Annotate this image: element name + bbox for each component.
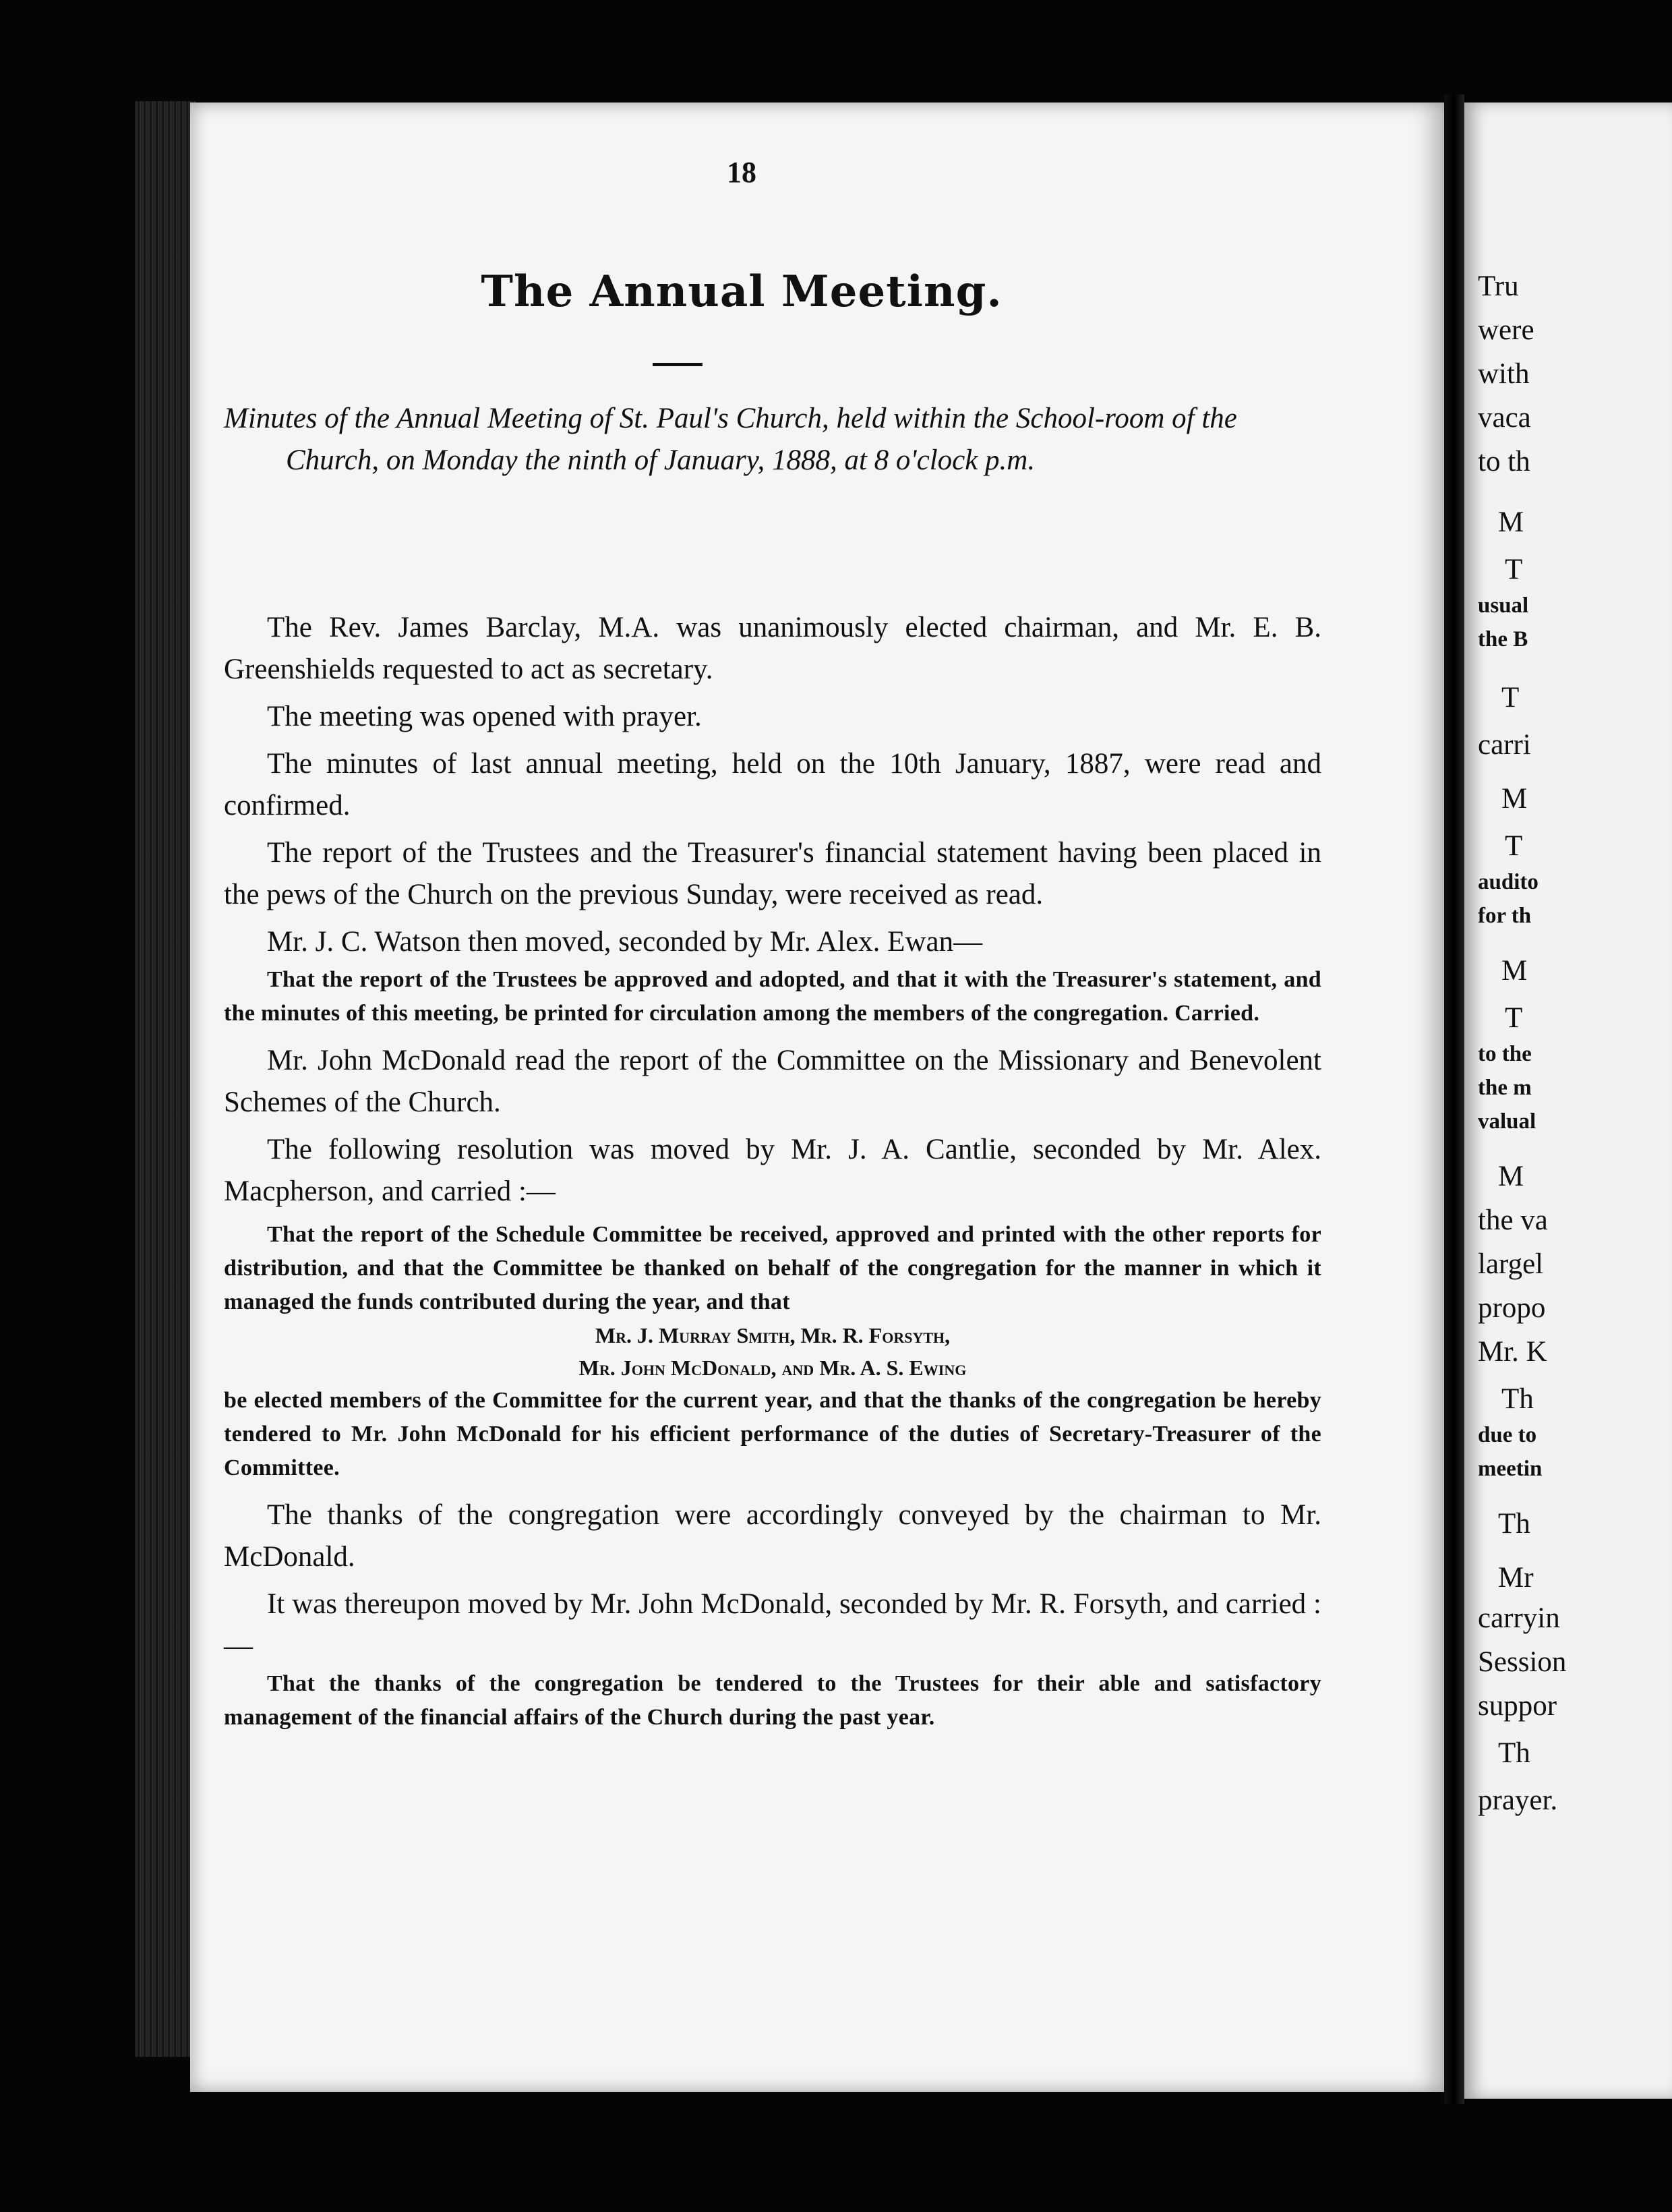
title-divider xyxy=(653,363,703,366)
right-page-fragment: usual xyxy=(1478,593,1529,618)
committee-names-line-2: Mr. John McDonald, and Mr. A. S. Ewing xyxy=(578,1356,967,1380)
committee-names-line-1: Mr. J. Murray Smith, Mr. R. Forsyth, xyxy=(595,1323,951,1347)
right-page-fragment: the B xyxy=(1478,627,1528,651)
right-page-fragment: T xyxy=(1505,1002,1523,1034)
right-page-fragment: M xyxy=(1501,955,1528,987)
paragraph-watson: Mr. J. C. Watson then moved, seconded by Mr. Alex. Ewan— xyxy=(267,926,983,958)
paragraph-minutes: The minutes of last annual meeting, held on the 10th January, 1887, were read and confirmed. xyxy=(224,748,1321,821)
right-page-fragment: M xyxy=(1498,506,1524,538)
right-page-fragment: Th xyxy=(1498,1737,1530,1769)
paragraph-chairman: The Rev. James Barclay, M.A. was unanimously elected chairman, and Mr. E. B. Greenshields requested to act as secretary. xyxy=(224,612,1321,685)
right-page-fragment: M xyxy=(1498,1161,1524,1192)
resolution-trustees-report: That the report of the Trustees be approved and adopted, and that it with the Treasurer's statement, and the minutes of this meeting, be printed for circulation among the members of the congregation. Carried. xyxy=(224,967,1321,1026)
right-page-fragment: the m xyxy=(1478,1076,1532,1100)
right-page-fragment: carri xyxy=(1478,729,1531,761)
page-number: 18 xyxy=(727,156,756,189)
paragraph-report: The report of the Trustees and the Treasurer's financial statement having been placed in the pews of the Church on the previous Sunday, were received as read. xyxy=(224,837,1321,910)
book-spine xyxy=(135,101,196,2057)
page-title: The Annual Meeting. xyxy=(481,266,1003,317)
minutes-body xyxy=(224,607,1321,1735)
right-page-fragment: Th xyxy=(1501,1383,1534,1415)
resolution-trustees-thanks: That the thanks of the congregation be tendered to the Trustees for their able and satisfactory management of the financial affairs of the Church during the past year. xyxy=(224,1671,1321,1730)
right-page-fragment: to the xyxy=(1478,1042,1532,1066)
paragraph-thanks: The thanks of the congregation were accordingly conveyed by the chairman to Mr. McDonald. xyxy=(224,1499,1321,1573)
right-page-fragment: Session xyxy=(1478,1646,1567,1678)
paragraph-moved: It was thereupon moved by Mr. John McDonald, seconded by Mr. R. Forsyth, and carried :— xyxy=(224,1588,1321,1662)
right-page-fragment: Mr. K xyxy=(1478,1336,1547,1368)
right-page-fragment: Th xyxy=(1498,1508,1530,1540)
page-gutter xyxy=(1444,94,1464,2104)
right-page-fragment: were xyxy=(1478,314,1534,346)
right-page-fragment: M xyxy=(1501,783,1528,815)
right-page-fragment: vaca xyxy=(1478,402,1531,434)
paragraph-prayer: The meeting was opened with prayer. xyxy=(267,701,702,732)
right-page-fragment: Tru xyxy=(1478,270,1519,302)
right-page-fragment: due to xyxy=(1478,1423,1537,1447)
right-page-fragment: largel xyxy=(1478,1248,1544,1280)
right-page-fragment: the va xyxy=(1478,1204,1548,1236)
right-page-fragment: audito xyxy=(1478,870,1539,894)
resolution-schedule-committee-end: be elected members of the Committee for the current year, and that the thanks of the congregation be hereby tendered to Mr. John McDonald for his efficient performance of the duties of Secretary-Treasurer of the Committee. xyxy=(224,1388,1321,1480)
right-page-fragment: T xyxy=(1501,682,1520,714)
right-page-fragment: propo xyxy=(1478,1292,1546,1324)
right-page-fragment: Mr xyxy=(1498,1562,1534,1594)
right-page-fragment: with xyxy=(1478,358,1530,390)
right-page xyxy=(1464,103,1672,2099)
right-page-fragment: T xyxy=(1505,830,1523,862)
right-page-fragment: meetin xyxy=(1478,1457,1543,1481)
minutes-heading-text: Minutes of the Annual Meeting of St. Paul's Church, held within the School-room of the Church, on Monday the ninth of January, 1888, at 8 o'clock p.m. xyxy=(224,403,1237,476)
paragraph-mcdonald: Mr. John McDonald read the report of the Committee on the Missionary and Benevolent Schemes of the Church. xyxy=(224,1045,1321,1118)
minutes-heading xyxy=(224,398,1321,482)
right-page-fragment: T xyxy=(1505,554,1523,585)
right-page-fragment: carryin xyxy=(1478,1602,1560,1634)
right-page-fragment: for th xyxy=(1478,904,1532,928)
right-page-fragment: valual xyxy=(1478,1109,1536,1134)
paragraph-resolution: The following resolution was moved by Mr. J. A. Cantlie, seconded by Mr. Alex. Macpherson, and carried :— xyxy=(224,1134,1321,1207)
right-page-fragment: prayer. xyxy=(1478,1784,1558,1816)
right-page-fragment: suppor xyxy=(1478,1690,1557,1722)
right-page-fragment: to th xyxy=(1478,446,1530,477)
resolution-schedule-committee: That the report of the Schedule Committee be received, approved and printed with the other reports for distribution, and that the Committee be thanked on behalf of the congregation for the manner in which it managed the funds contributed during the year, and that xyxy=(224,1222,1321,1314)
